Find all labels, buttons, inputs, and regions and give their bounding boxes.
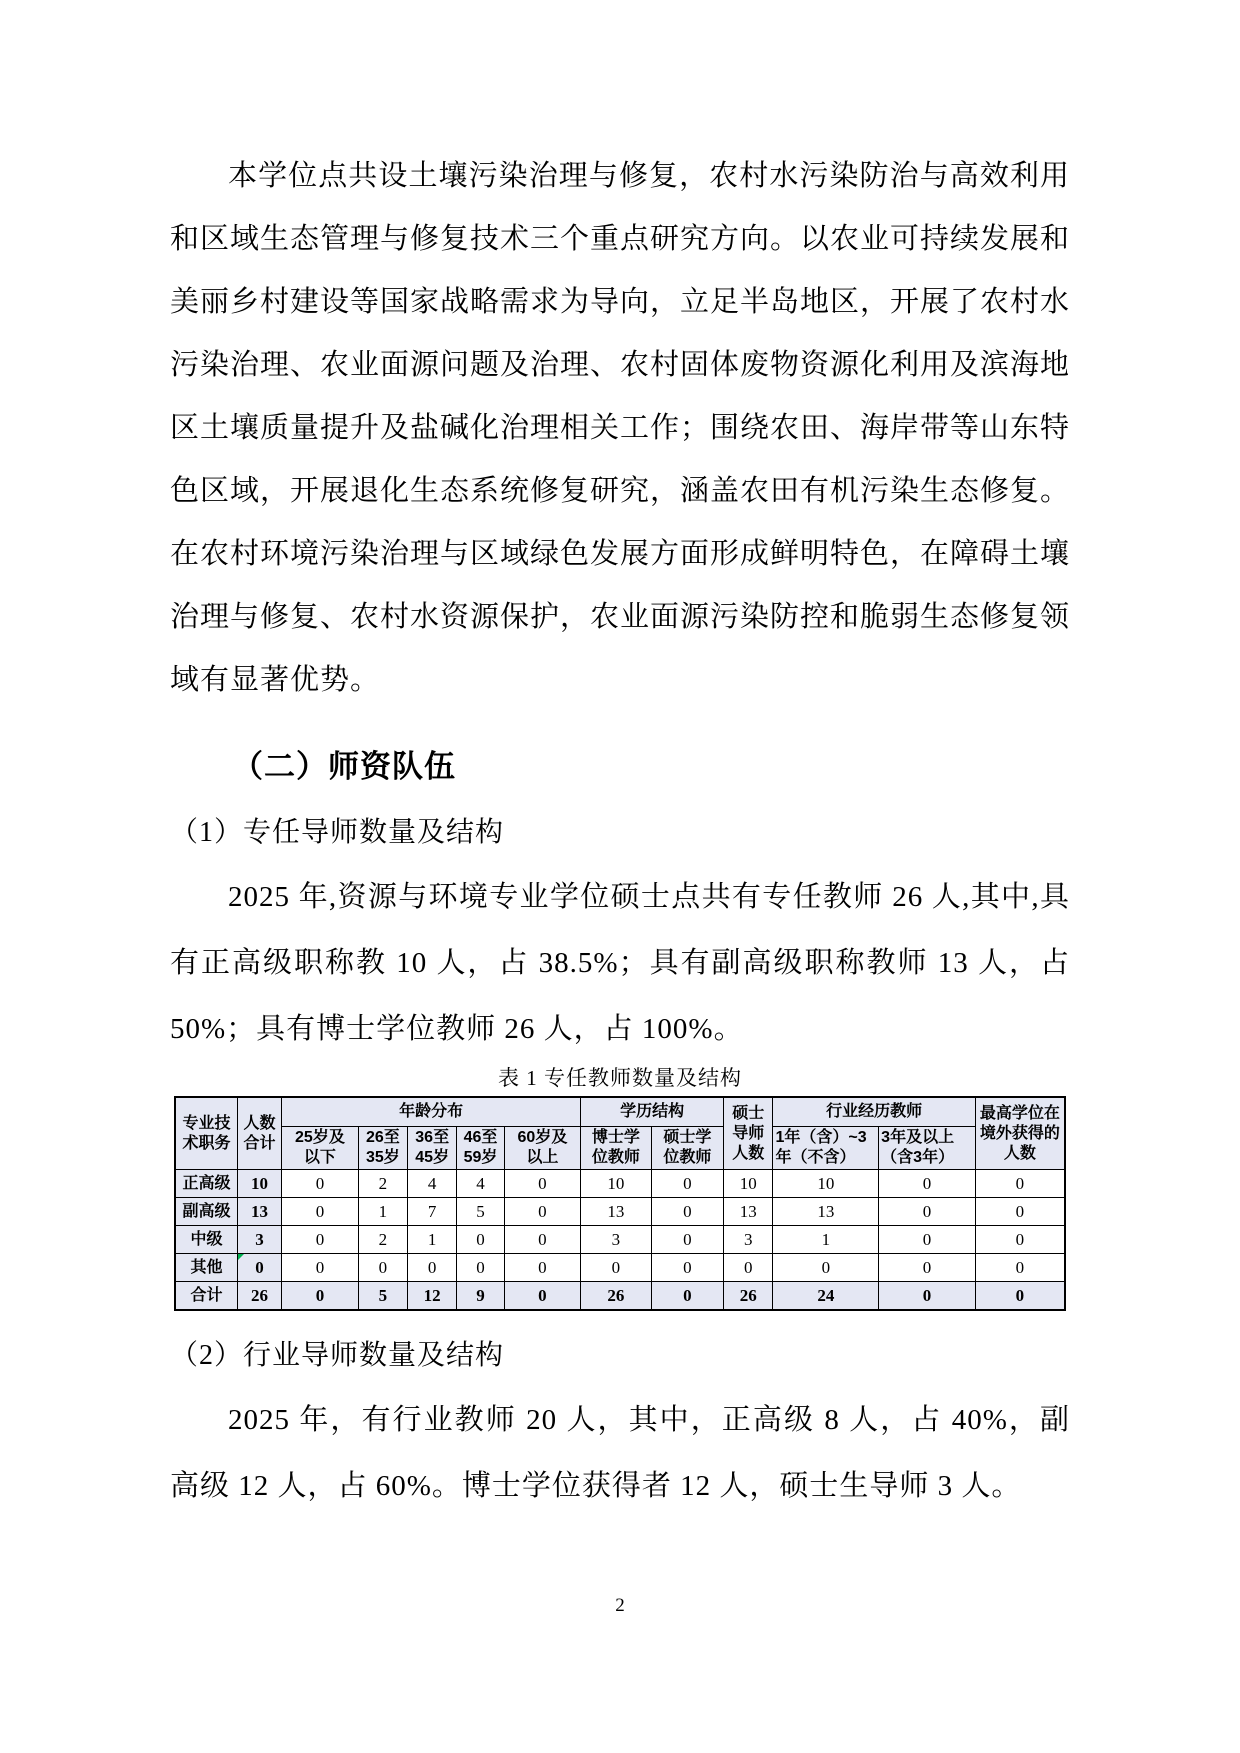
table-cell: 0 — [237, 1254, 281, 1282]
table-cell: 10 — [237, 1170, 281, 1198]
table-cell: 1 — [358, 1198, 407, 1226]
teacher-structure-table — [174, 1096, 1066, 1311]
section-heading: （二）师资队伍 — [232, 749, 456, 784]
table-cell: 1 — [773, 1226, 879, 1254]
table-cell: 12 — [408, 1282, 457, 1311]
row-label: 正高级 — [175, 1170, 237, 1198]
row-label: 其他 — [175, 1254, 237, 1282]
table-cell: 0 — [879, 1254, 976, 1282]
table-cell: 0 — [651, 1254, 723, 1282]
table-cell: 7 — [408, 1198, 457, 1226]
table-row — [175, 1226, 1065, 1254]
table-cell: 0 — [358, 1254, 407, 1282]
subsection-1-paragraph: 2025 年,资源与环境专业学位硕士点共有专任教师 26 人,其中,具有正高级职称教 10 人，占 38.5%；具有副高级职称教师 13 人，占 50%；具有博士学位教师 26 人，占 100%。 — [170, 881, 1070, 1045]
header-industry-1: 3年及以上（含3年） — [879, 1127, 976, 1170]
subsection-1-heading: （1）专任导师数量及结构 — [170, 817, 505, 848]
table-cell: 4 — [457, 1170, 504, 1198]
header-age-4: 60岁及以上 — [504, 1127, 581, 1170]
table-header-row-subcols — [175, 1127, 1065, 1170]
page-number: 2 — [615, 1595, 625, 1616]
header-overseas: 最高学位在境外获得的人数 — [975, 1097, 1065, 1170]
table-cell: 0 — [975, 1226, 1065, 1254]
table-cell: 1 — [408, 1226, 457, 1254]
table-cell: 0 — [282, 1170, 359, 1198]
table-cell: 26 — [581, 1282, 651, 1311]
table-cell: 26 — [237, 1282, 281, 1311]
table-cell: 0 — [724, 1254, 773, 1282]
table-cell: 0 — [282, 1282, 359, 1311]
table-cell: 0 — [504, 1198, 581, 1226]
table-cell: 3 — [724, 1226, 773, 1254]
table-row — [175, 1198, 1065, 1226]
header-age-3: 46至59岁 — [457, 1127, 504, 1170]
table-cell: 0 — [975, 1198, 1065, 1226]
table-cell: 0 — [282, 1254, 359, 1282]
header-industry-group: 行业经历教师 — [773, 1097, 975, 1127]
table-cell: 0 — [504, 1226, 581, 1254]
table-cell: 10 — [773, 1170, 879, 1198]
table-cell: 0 — [773, 1254, 879, 1282]
header-master-supervisor: 硕士导师人数 — [724, 1097, 773, 1170]
table-body — [175, 1170, 1065, 1311]
table-cell: 0 — [879, 1170, 976, 1198]
table-header-row-groups — [175, 1097, 1065, 1127]
table-cell: 0 — [457, 1226, 504, 1254]
table-cell: 0 — [879, 1226, 976, 1254]
row-label: 副高级 — [175, 1198, 237, 1226]
table-caption: 表 1 专任教师数量及结构 — [498, 1066, 742, 1090]
table-row — [175, 1254, 1065, 1282]
header-age-0: 25岁及以下 — [282, 1127, 359, 1170]
table-cell: 0 — [975, 1170, 1065, 1198]
table-cell: 10 — [724, 1170, 773, 1198]
table-row — [175, 1170, 1065, 1198]
table-cell: 0 — [975, 1282, 1065, 1311]
table-cell: 13 — [773, 1198, 879, 1226]
table-cell: 13 — [581, 1198, 651, 1226]
table-cell: 0 — [879, 1282, 976, 1311]
table-cell: 26 — [724, 1282, 773, 1311]
table-cell: 5 — [358, 1282, 407, 1311]
table-cell: 3 — [581, 1226, 651, 1254]
table-cell: 0 — [651, 1226, 723, 1254]
table-cell: 4 — [408, 1170, 457, 1198]
table-cell: 3 — [237, 1226, 281, 1254]
subsection-2-heading: （2）行业导师数量及结构 — [170, 1340, 505, 1371]
table-cell: 0 — [651, 1282, 723, 1311]
header-age-2: 36至45岁 — [408, 1127, 457, 1170]
table-cell: 0 — [504, 1282, 581, 1311]
table-cell: 13 — [237, 1198, 281, 1226]
header-total: 人数合计 — [237, 1097, 281, 1170]
table-cell: 0 — [504, 1170, 581, 1198]
table-cell: 9 — [457, 1282, 504, 1311]
table-cell: 24 — [773, 1282, 879, 1311]
table-cell: 0 — [408, 1254, 457, 1282]
table-cell: 0 — [504, 1254, 581, 1282]
table-cell: 0 — [651, 1170, 723, 1198]
table-cell: 0 — [975, 1254, 1065, 1282]
row-label: 合计 — [175, 1282, 237, 1311]
table-cell: 0 — [282, 1198, 359, 1226]
header-age-group: 年龄分布 — [282, 1097, 581, 1127]
table-row — [175, 1282, 1065, 1311]
header-industry-0: 1年（含）~3年（不含） — [773, 1127, 879, 1170]
table-cell: 0 — [651, 1198, 723, 1226]
intro-paragraph: 本学位点共设土壤污染治理与修复，农村水污染防治与高效利用和区域生态管理与修复技术三个重点研究方向。以农业可持续发展和美丽乡村建设等国家战略需求为导向，立足半岛地区，开展了农村水污染治理、农业面源问题及治理、农村固体废物资源化利用及滨海地区土壤质量提升及盐碱化治理相关工作；围绕农田、海岸带等山东特色区域，开展退化生态系统修复研究，涵盖农田有机污染生态修复。在农村环境污染治理与区域绿色发展方面形成鲜明特色，在障碍土壤治理与修复、农村水资源保护，农业面源污染防控和脆弱生态修复领域有显著优势。 — [170, 160, 1071, 696]
table-cell: 0 — [581, 1254, 651, 1282]
table-cell: 13 — [724, 1198, 773, 1226]
header-job-title: 专业技术职务 — [175, 1097, 237, 1170]
table-cell: 2 — [358, 1170, 407, 1198]
table-cell: 0 — [282, 1226, 359, 1254]
row-label: 中级 — [175, 1226, 237, 1254]
subsection-2-paragraph: 2025 年，有行业教师 20 人，其中，正高级 8 人，占 40%，副高级 12 人，占 60%。博士学位获得者 12 人，硕士生导师 3 人。 — [170, 1404, 1070, 1502]
table-cell: 2 — [358, 1226, 407, 1254]
header-edu-0: 博士学位教师 — [581, 1127, 651, 1170]
header-edu-group: 学历结构 — [581, 1097, 724, 1127]
table-cell: 5 — [457, 1198, 504, 1226]
table-cell: 0 — [879, 1198, 976, 1226]
table-cell: 10 — [581, 1170, 651, 1198]
header-age-1: 26至35岁 — [358, 1127, 407, 1170]
table-cell: 0 — [457, 1254, 504, 1282]
header-edu-1: 硕士学位教师 — [651, 1127, 723, 1170]
